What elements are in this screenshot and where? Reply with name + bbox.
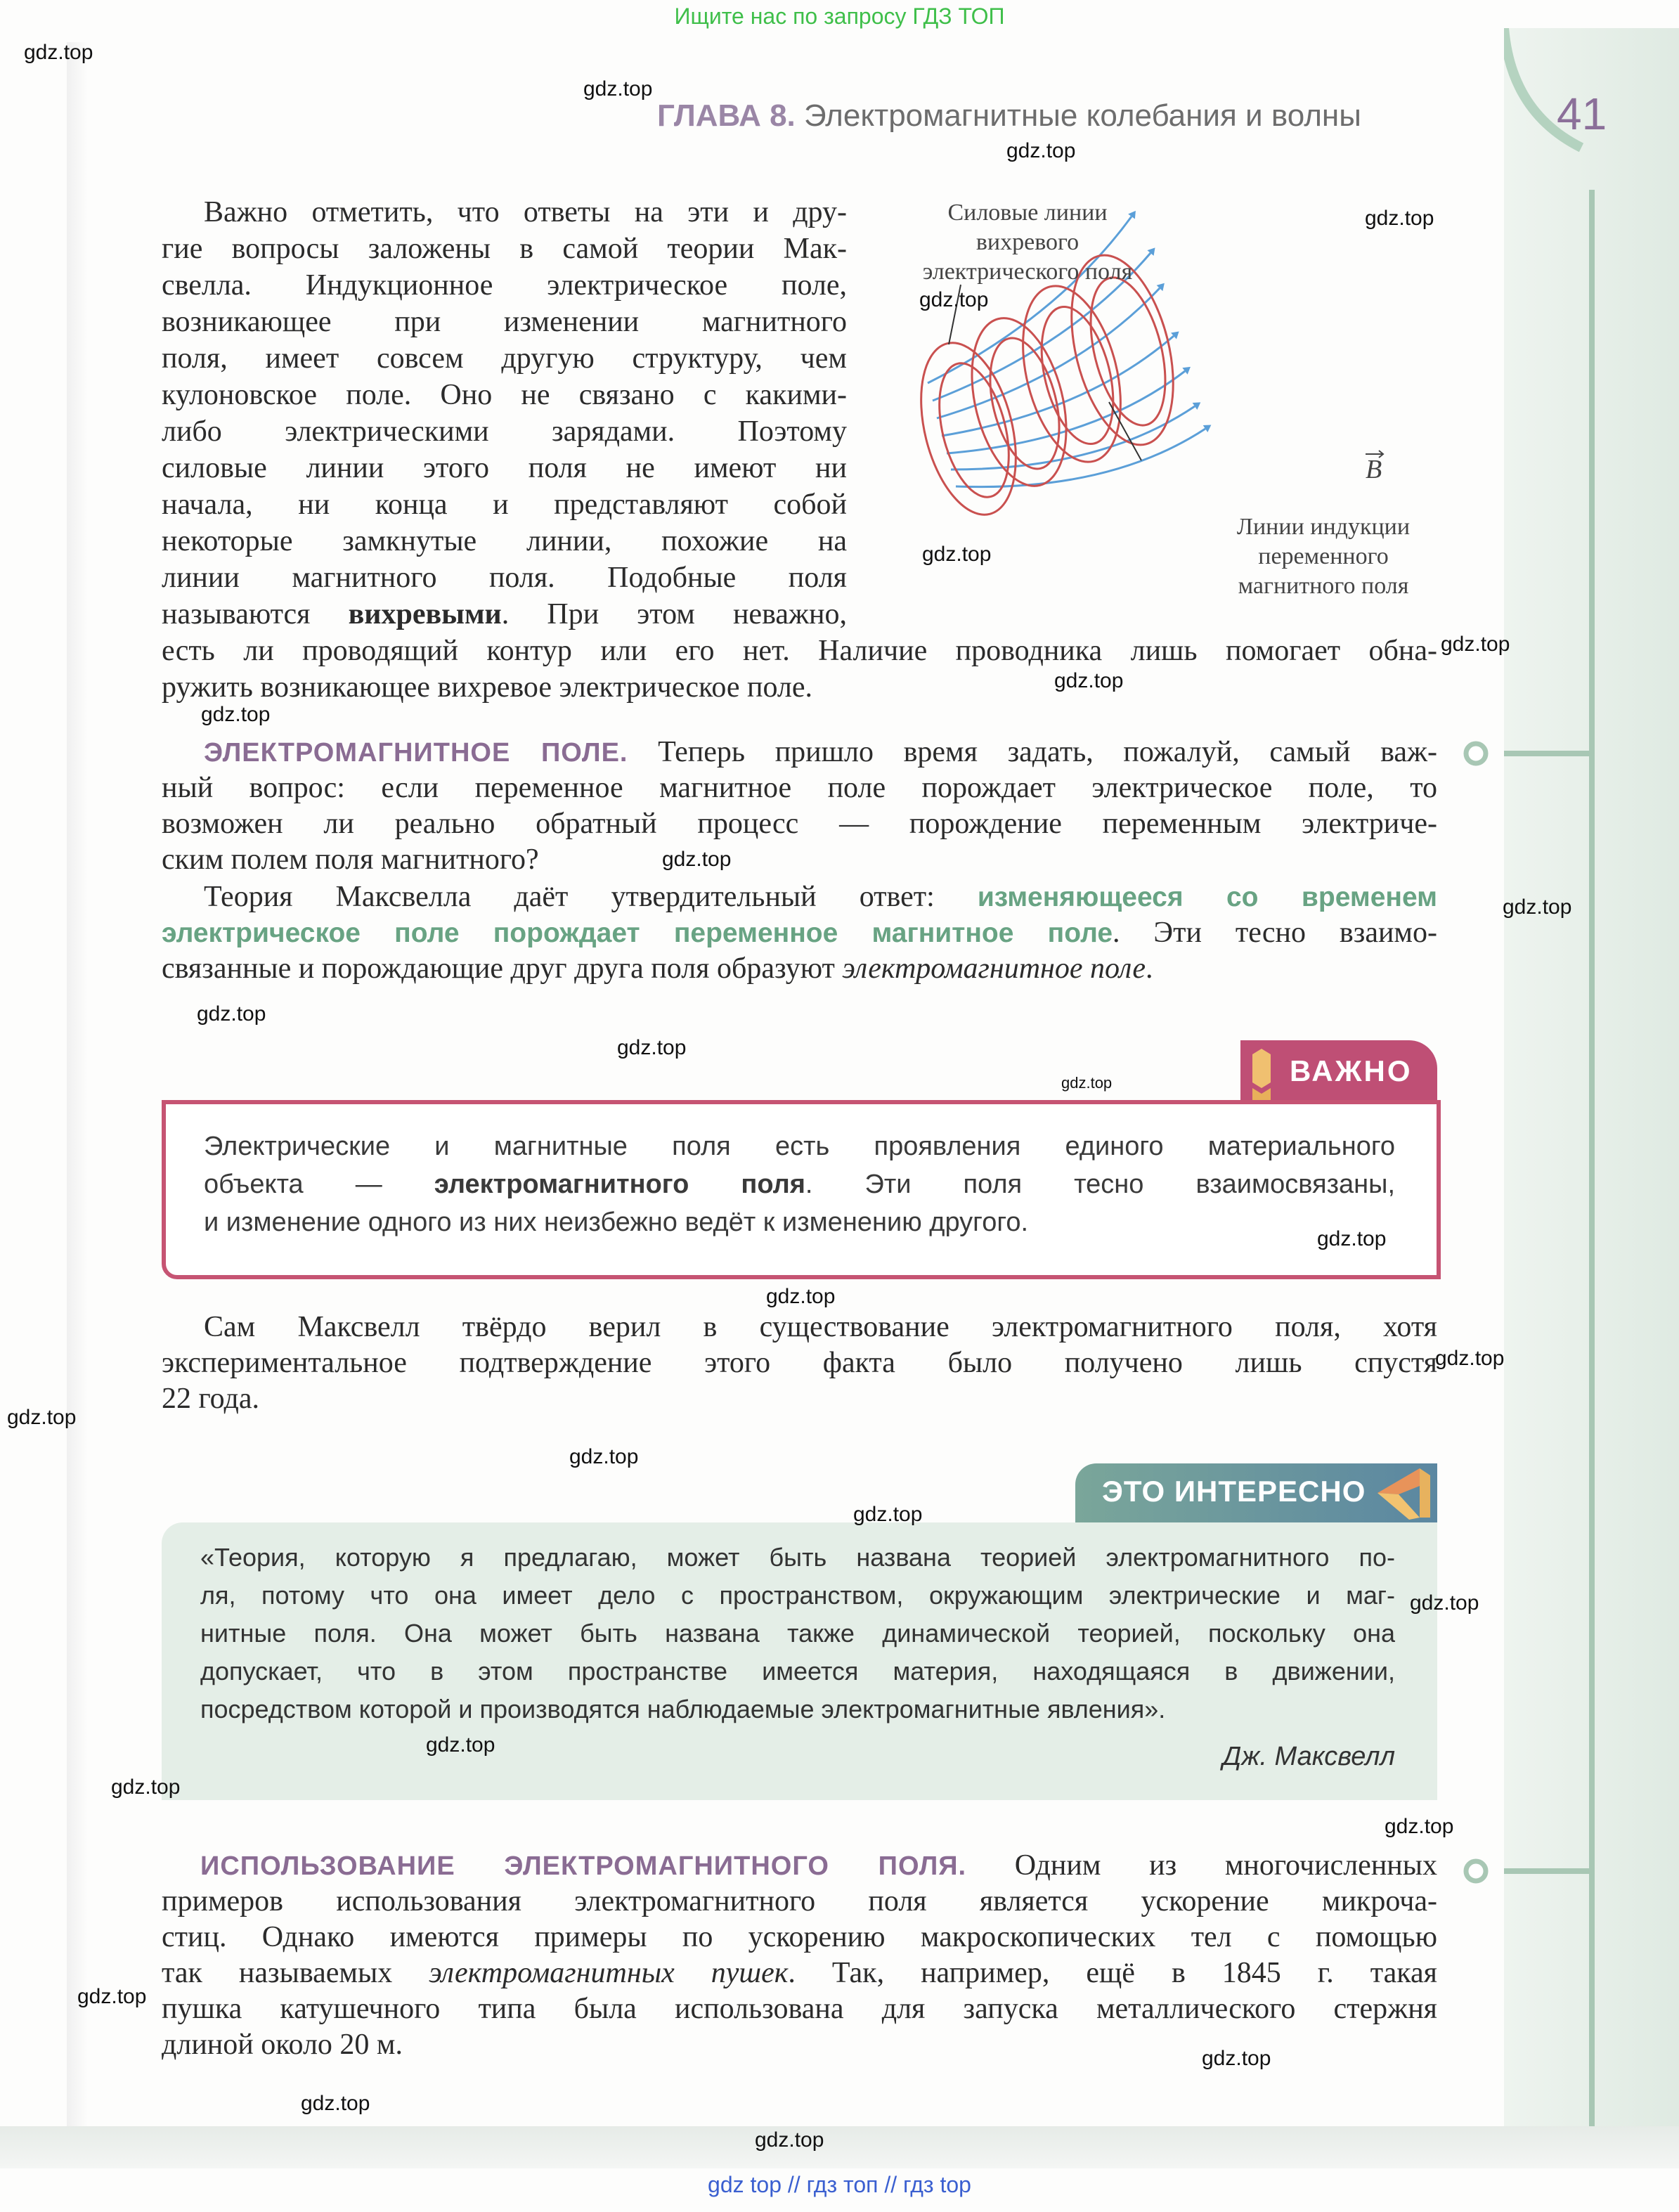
text-segment: нитные поля. Она может быть названа также динамической теорией, поскольку она: [200, 1619, 1395, 1648]
watermark: gdz.top: [1054, 669, 1124, 692]
text-line: [162, 952, 1437, 988]
section-marker-icon: [1462, 739, 1490, 768]
watermark: gdz.top: [7, 1406, 77, 1429]
text-segment: Теория Максвелла даёт утвердительный ответ:: [204, 881, 978, 913]
section-marker-icon: [1462, 1857, 1490, 1885]
text-line: [204, 1132, 1395, 1168]
vortex-electric-field-rings: [905, 245, 1191, 524]
watermark: gdz.top: [111, 1776, 181, 1799]
text-segment: линии магнитного поля. Подобные поля: [162, 562, 847, 594]
text-segment: связанные и порождающие друг друга поля образуют: [162, 952, 843, 985]
watermark: gdz.top: [662, 848, 732, 871]
text-segment: объекта —: [204, 1170, 434, 1199]
text-line: [204, 735, 1437, 772]
text-segment: . Так, например, ещё в 1845 г. такая: [788, 1957, 1437, 1989]
text-line: [200, 1657, 1395, 1693]
watermark: gdz.top: [1441, 633, 1510, 656]
text-segment: ружить возникающее вихревое электрическое поле.: [162, 671, 813, 704]
section-heading: ИСПОЛЬЗОВАНИЕ ЭЛЕКТРОМАГНИТНОГО ПОЛЯ.: [200, 1851, 967, 1881]
text-segment: . При этом неважно,: [501, 598, 847, 630]
watermark: gdz.top: [1435, 1347, 1505, 1370]
highlighted-statement: изменяющееся со временем: [977, 882, 1437, 912]
text-line: [162, 415, 847, 451]
text-line: [162, 488, 847, 524]
text-segment: Одним из многочисленных: [966, 1849, 1437, 1882]
penrose-triangle-icon: [1370, 1465, 1435, 1521]
text-segment: допускает, что в этом пространстве имеется материя, находящаяся в движении,: [200, 1657, 1395, 1686]
page-gutter-shadow: [67, 42, 88, 2151]
watermark: gdz.top: [1202, 2047, 1271, 2070]
text-line: [204, 1170, 1395, 1206]
section-heading: ЭЛЕКТРОМАГНИТНОЕ ПОЛЕ.: [204, 738, 628, 768]
highlighted-statement: электрическое поле порождает переменное магнитное поле: [162, 918, 1113, 948]
text-line: [162, 1346, 1437, 1383]
text-line: [162, 269, 847, 305]
text-segment: Сам Максвелл твёрдо верил в существование электромагнитного поля, хотя: [204, 1311, 1437, 1343]
chapter-title: Электромагнитные колебания и волны: [795, 98, 1361, 133]
text-segment: Важно отметить, что ответы на эти и дру-: [204, 196, 847, 228]
text-line: [162, 305, 847, 342]
text-line: [162, 232, 847, 269]
watermark: gdz.top: [201, 703, 271, 726]
text-line: [162, 671, 1437, 707]
text-segment: называются: [162, 598, 349, 630]
quote-author: Дж. Максвелл: [1222, 1742, 1395, 1771]
text-line: [162, 1956, 1437, 1993]
text-segment: начала, ни конца и представляют собой: [162, 489, 847, 521]
watermark: gdz.top: [426, 1733, 495, 1757]
top-banner[interactable]: Ищите нас по запросу ГДЗ ТОП: [674, 4, 1005, 29]
text-segment: «Теория, которую я предлагаю, может быть названа теорией электромагнитного по-: [200, 1543, 1395, 1572]
bold-term: вихревыми: [348, 598, 502, 630]
interesting-label: ЭТО ИНТЕРЕСНО: [1102, 1475, 1366, 1508]
watermark: gdz.top: [1061, 1074, 1113, 1092]
watermark: gdz.top: [1365, 207, 1434, 230]
vortex-ring: [978, 331, 1072, 476]
bold-term: электромагнитного поля: [434, 1170, 805, 1199]
text-segment: экспериментальное подтверждение этого факта было получено лишь спустя: [162, 1347, 1437, 1379]
text-segment: ля, потому что она имеет дело с пространством, окружающим электрические и маг-: [200, 1581, 1395, 1610]
text-line: [162, 1920, 1437, 1957]
text-segment: . Эти поля тесно взаимосвязаны,: [805, 1170, 1395, 1199]
text-segment: силовые линии этого поля не имеют ни: [162, 452, 847, 484]
vortex-ring: [1077, 270, 1179, 433]
watermark: gdz.top: [919, 288, 989, 311]
figure-label-top: Силовые линии: [947, 200, 1108, 226]
text-line: [204, 195, 847, 232]
field-line: [942, 336, 1174, 436]
text-line: [204, 1208, 1395, 1244]
text-line: [162, 1884, 1437, 1921]
text-line: [162, 843, 1437, 879]
text-segment: некоторые замкнутые линии, похожие на: [162, 525, 847, 557]
text-line: [200, 1543, 1395, 1579]
text-segment: пушка катушечного типа была использована для запуска металлического стержня: [162, 1993, 1437, 2025]
chapter-number: ГЛАВА 8.: [657, 98, 796, 133]
text-line: [162, 807, 1437, 843]
watermark: gdz.top: [583, 77, 653, 101]
text-line: [162, 916, 1437, 952]
text-line: [162, 451, 847, 488]
page-bottom-edge: [0, 2126, 1679, 2168]
watermark: gdz.top: [301, 2092, 370, 2115]
figure-label-bottom: магнитного поля: [1238, 573, 1409, 599]
figure-label-bottom: Линии индукции: [1236, 514, 1411, 540]
watermark: gdz.top: [766, 1285, 836, 1308]
text-segment: возможен ли реально обратный процесс — порождение переменным электриче-: [162, 808, 1437, 840]
page-number: 41: [1557, 89, 1607, 139]
watermark: gdz.top: [617, 1036, 687, 1059]
watermark: gdz.top: [197, 1002, 266, 1026]
text-line: [200, 1581, 1395, 1617]
text-line: [162, 634, 1437, 671]
italic-term: электромагнитных пушек: [429, 1957, 789, 1989]
text-line: [162, 597, 847, 634]
text-segment: есть ли проводящий контур или его нет. Наличие проводника лишь помогает обна-: [162, 635, 1437, 667]
text-line: [162, 561, 847, 597]
watermark: gdz.top: [1385, 1815, 1454, 1838]
text-line: [204, 880, 1437, 917]
text-segment: гие вопросы заложены в самой теории Мак-: [162, 233, 847, 265]
text-segment: . Эти тесно взаимо-: [1113, 917, 1437, 949]
watermark: gdz.top: [569, 1445, 639, 1468]
watermark: gdz.top: [77, 1985, 147, 2008]
exclamation-icon: [1252, 1049, 1271, 1104]
watermark: gdz.top: [1006, 139, 1076, 162]
text-segment: примеров использования электромагнитного поля является ускорение микроча-: [162, 1885, 1437, 1917]
text-segment: возникающее при изменении магнитного: [162, 306, 847, 338]
watermark: gdz.top: [755, 2128, 824, 2152]
text-line: [162, 342, 847, 378]
italic-term: электромагнитное поле: [842, 952, 1146, 985]
text-segment: кулоновское поле. Оно не связано с какими-: [162, 379, 847, 411]
watermark: gdz.top: [853, 1503, 923, 1526]
figure-label-top: электрического поля: [922, 259, 1133, 285]
text-line: [162, 524, 847, 561]
margin-panel: [1504, 28, 1679, 2158]
text-segment: длиной около 20 м.: [162, 2029, 403, 2061]
text-segment: посредством которой и производятся наблюдаемые электромагнитные явления».: [200, 1695, 1166, 1723]
watermark: gdz.top: [1503, 895, 1572, 919]
field-line: [956, 429, 1205, 487]
text-line: [200, 1695, 1395, 1731]
important-label: ВАЖНО: [1290, 1054, 1413, 1087]
text-line: [162, 1992, 1437, 2029]
text-segment: ским полем поля магнитного?: [162, 843, 539, 876]
text-segment: Электрические и магнитные поля есть проявления единого материального: [204, 1132, 1395, 1161]
text-segment: стиц. Однако имеются примеры по ускорению макроскопических тел с помощью: [162, 1921, 1437, 1953]
text-segment: свелла. Индукционное электрическое поле,: [162, 269, 847, 302]
figure-label-bottom: переменного: [1258, 543, 1389, 569]
watermark: gdz.top: [1410, 1591, 1479, 1615]
text-line: [200, 1849, 1437, 1885]
figure-label-top: вихревого: [975, 229, 1080, 255]
text-segment: так называемых: [162, 1957, 429, 1989]
vector-b-label: B: [1366, 455, 1382, 484]
text-segment: 22 года.: [162, 1383, 259, 1415]
text-segment: и изменение одного из них неизбежно ведёт к изменению другого.: [204, 1208, 1029, 1237]
text-segment: .: [1145, 952, 1153, 985]
text-segment: ный вопрос: если переменное магнитное поле порождает электрическое поле, то: [162, 772, 1437, 804]
vortex-ring: [956, 309, 1082, 496]
margin-timeline: [1504, 28, 1679, 2158]
watermark: gdz.top: [24, 41, 93, 64]
chapter-header: [657, 98, 1361, 134]
text-line: [162, 378, 847, 415]
text-segment: либо электрическими зарядами. Поэтому: [162, 415, 847, 448]
text-line: [200, 1619, 1395, 1655]
text-line: [162, 771, 1437, 808]
watermark: gdz.top: [922, 543, 992, 566]
text-line: [162, 1382, 1437, 1418]
text-segment: поля, имеет совсем другую структуру, чем: [162, 342, 847, 375]
watermark: gdz.top: [1317, 1227, 1387, 1250]
text-line: [204, 1310, 1437, 1347]
text-segment: Теперь пришло время задать, пожалуй, самый важ-: [628, 736, 1437, 768]
footer-links[interactable]: gdz top // гдз топ // гдз top: [708, 2172, 971, 2197]
